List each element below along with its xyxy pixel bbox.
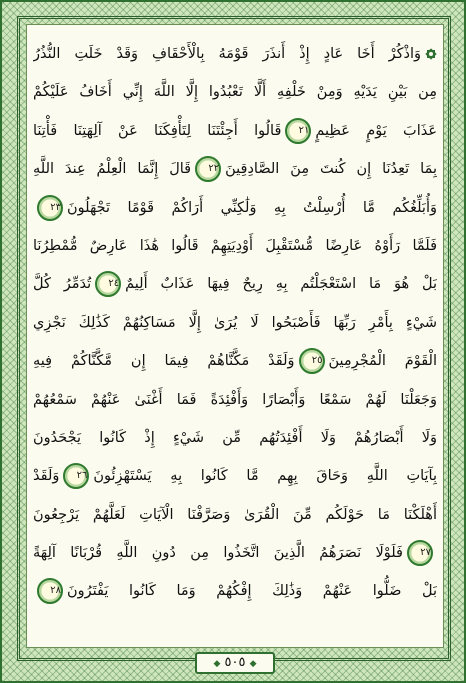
verse-line [33, 265, 437, 303]
verse-text: وَاذْكُرْ أَخَا عَادٍ إِذْ أَنذَرَ قَوْمَهُ بِالْأَحْقَافِ وَقَدْ خَلَتِ النُّذُرُ [33, 46, 421, 62]
verse-text: عَذَابَ يَوْمٍ عَظِيمٍ [315, 122, 437, 139]
page-number-ornament-right: ◆ [213, 659, 221, 669]
ayah-number-marker: ٢٥ [299, 348, 325, 374]
verse-line [33, 227, 437, 265]
verse-text: مِن بَيْنِ يَدَيْهِ وَمِنْ خَلْفِهِ أَلَّا تَعْبُدُوا إِلَّا اللَّهَ إِنِّي أَخَافُ عَلَيْكُمْ [33, 84, 437, 101]
ayah-number-marker: ٢٦ [63, 463, 89, 489]
verse-text: بَلْ هُوَ مَا اسْتَعْجَلْتُم بِهِ رِيحٌ فِيهَا عَذَابٌ أَلِيمٌ [125, 276, 437, 293]
verse-line [33, 35, 437, 73]
verse-text: وَجَعَلْنَا لَهُمْ سَمْعًا وَأَبْصَارًا وَأَفْئِدَةً فَمَا أَغْنَىٰ عَنْهُمْ سَمْعُهُمْ [33, 391, 437, 408]
verse-line [33, 457, 437, 495]
verse-text: بَلْ ضَلُّوا عَنْهُمْ وَذَٰلِكَ إِفْكُهُمْ وَمَا كَانُوا يَفْتَرُونَ [67, 583, 437, 600]
verse-text: أَهْلَكْنَا مَا حَوْلَكُم مِّنَ الْقُرَىٰ وَصَرَّفْنَا الْآيَاتِ لَعَلَّهُمْ يَرْجِعُونَ [33, 506, 437, 523]
verse-text: قَالُوا أَجِئْتَنَا لِتَأْفِكَنَا عَنْ آلِهَتِنَا فَأْتِنَا [33, 122, 282, 139]
verse-text: فَلَمَّا رَأَوْهُ عَارِضًا مُّسْتَقْبِلَ أَوْدِيَتِهِمْ قَالُوا هَٰذَا عَارِضٌ مُّمْطِرُنَا [33, 237, 437, 254]
ayah-number-marker: ٢١ [285, 118, 311, 144]
rub-el-hizb-icon [425, 48, 437, 60]
verse-line [33, 381, 437, 419]
page-number: ٥٠٥ [224, 655, 246, 670]
verse-text: فَلَوْلَا نَصَرَهُمُ الَّذِينَ اتَّخَذُوا مِن دُونِ اللَّهِ قُرْبَانًا آلِهَةً [33, 545, 403, 562]
verse-line [33, 304, 437, 342]
verse-text: شَيْءٍ بِأَمْرِ رَبِّهَا فَأَصْبَحُوا لَا يُرَىٰ إِلَّا مَسَاكِنُهُمْ كَذَٰلِكَ نَجْزِي [33, 314, 437, 331]
verse-line [33, 572, 437, 610]
ayah-number-marker: ٢٤ [95, 271, 121, 297]
verse-line [33, 419, 437, 457]
verse-line [33, 150, 437, 188]
ayah-number-marker: ٢٣ [37, 195, 63, 221]
verse-line [33, 112, 437, 150]
verse-text: تُدَمِّرُ كُلَّ [33, 276, 92, 293]
verse-text: قَالَ إِنَّمَا الْعِلْمُ عِندَ اللَّهِ [33, 161, 192, 178]
verse-text: الْقَوْمَ الْمُجْرِمِينَ [328, 353, 437, 370]
verse-line [33, 189, 437, 227]
verse-line [33, 73, 437, 111]
verse-text: وَأُبَلِّغُكُم مَّا أُرْسِلْتُ بِهِ وَلَٰكِنِّي أَرَاكُمْ قَوْمًا تَجْهَلُونَ [67, 199, 437, 216]
verse-line [33, 534, 437, 572]
text-panel [26, 24, 444, 648]
page-number-box [195, 652, 275, 674]
ayah-number-marker: ٢٨ [37, 578, 63, 604]
verse-text: وَلَا أَبْصَارُهُمْ وَلَا أَفْئِدَتُهُم مِّن شَيْءٍ إِذْ كَانُوا يَجْحَدُونَ [33, 429, 437, 446]
ayah-number-marker: ٢٢ [195, 156, 221, 182]
page-number-ornament-left: ◆ [249, 659, 257, 669]
verse-text: وَلَقَدْ [33, 468, 60, 485]
verse-line [33, 496, 437, 534]
verse-text: بِآيَاتِ اللَّهِ وَحَاقَ بِهِم مَّا كَانُوا بِهِ يَسْتَهْزِئُونَ [93, 468, 437, 485]
verse-text: بِمَا تَعِدُنَا إِن كُنتَ مِنَ الصَّادِقِينَ [225, 161, 437, 178]
verse-lines [33, 35, 437, 611]
verse-line [33, 342, 437, 380]
ayah-number-marker: ٢٧ [407, 540, 433, 566]
verse-text: وَلَقَدْ مَكَّنَّاهُمْ فِيمَا إِن مَّكَّنَّاكُمْ فِيهِ [33, 353, 295, 370]
